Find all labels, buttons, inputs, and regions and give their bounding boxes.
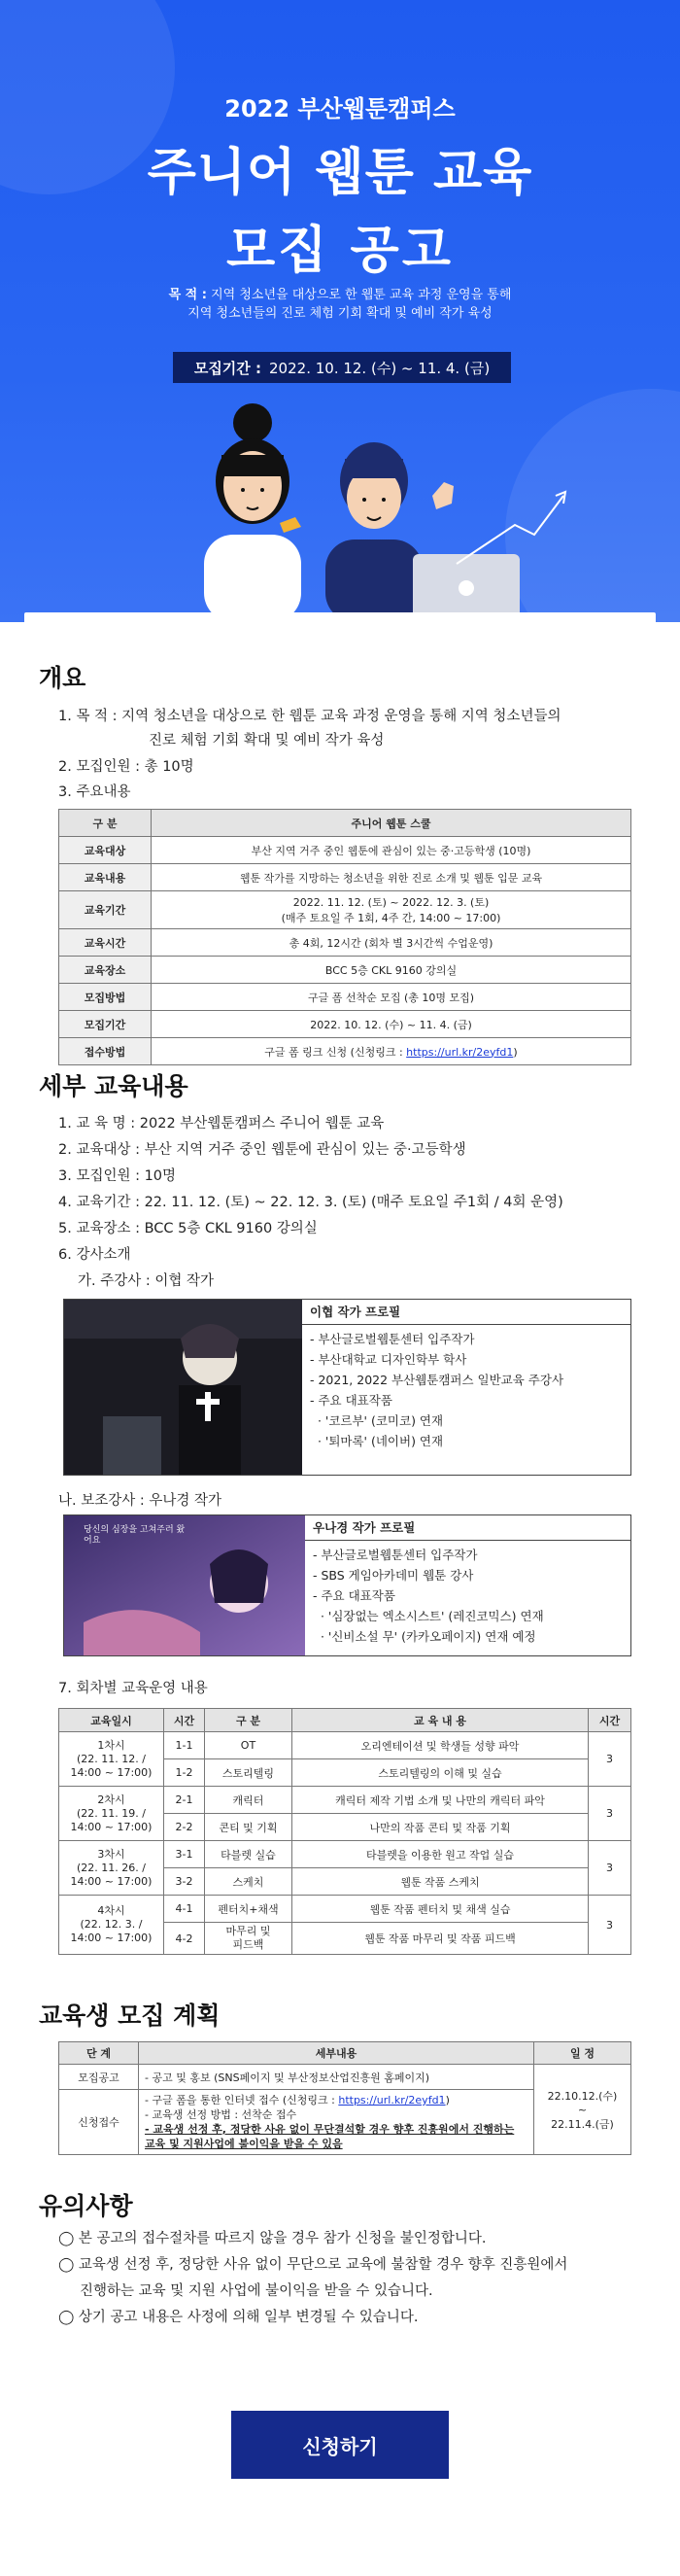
schedule-dates (534, 2065, 631, 2155)
detail-main-instructor: 가. 주강사 : 이협 작가 (78, 1273, 214, 1289)
application-link[interactable]: https://url.kr/2eyfd1 (338, 2094, 446, 2106)
note-text: 본 공고의 접수절차를 따르지 않을 경우 참가 신청을 불인정합니다. (78, 2231, 487, 2246)
session-content: 나만의 작품 콘티 및 작품 기획 (292, 1814, 589, 1841)
overview-line3: 3. 주요내용 (58, 784, 131, 800)
instructor-profile-1 (63, 1299, 631, 1476)
detail-line7: 7. 회차별 교육운영 내용 (58, 1681, 208, 1696)
session-content: 웹툰 작품 마무리 및 작품 피드백 (292, 1923, 589, 1955)
session-category: 마무리 및 피드백 (205, 1923, 292, 1955)
schedule-table (58, 1708, 631, 1955)
note-text: 상기 공고 내용은 사정에 의해 일부 변경될 수 있습니다. (78, 2310, 419, 2325)
period-badge (173, 352, 511, 383)
table-row (59, 1732, 631, 1759)
notes-list (58, 2226, 567, 2331)
row-value: 웹툰 작가를 지망하는 청소년을 위한 진로 소개 및 웹툰 입문 교육 (152, 864, 631, 891)
comic-image (64, 1300, 302, 1475)
session-code: 1-1 (164, 1732, 205, 1759)
date-end: 22.11.4.(금) (551, 2117, 614, 2131)
purpose-line2: 지역 청소년들의 진로 체험 기회 확대 및 예비 작가 육성 (187, 306, 493, 321)
session-date: 2차시 (22. 11. 19. / 14:00 ~ 17:00) (59, 1787, 164, 1841)
instructor-profile-2 (63, 1514, 631, 1656)
stage-detail: - 공고 및 홍보 (SNS페이지 및 부산정보산업진흥원 홈페이지) (139, 2065, 534, 2090)
date-start: 22.10.12.(수) (547, 2089, 618, 2103)
row-key: 교육장소 (59, 957, 152, 984)
instructor-bio-2 (305, 1515, 630, 1655)
purpose-label: 목 적 : (168, 288, 207, 302)
date-separator: ~ (577, 2103, 588, 2116)
table-header-row (59, 1709, 631, 1732)
session-category: 타블렛 실습 (205, 1841, 292, 1868)
profile-item: - 주요 대표작품 (313, 1588, 395, 1603)
hero-purpose (0, 286, 680, 323)
detail-text: - 구글 폼을 통한 인터넷 접수 (신청링크 : (145, 2094, 339, 2106)
bullet-icon: ◯ (58, 2231, 75, 2246)
note-item (58, 2252, 567, 2279)
row-value-text: 구글 폼 링크 신청 (신청링크 : (264, 1045, 407, 1059)
note-item (58, 2305, 567, 2331)
table-row (59, 929, 631, 957)
detail-line4: 4. 교육기간 : 22. 11. 12. (토) ~ 22. 12. 3. (토) (매주 토요일 주1회 / 4회 운영) (58, 1195, 563, 1210)
session-code: 1-2 (164, 1759, 205, 1787)
table-row (59, 891, 631, 929)
hero-subtitle: 2022 부산웹툰캠퍼스 (224, 95, 456, 122)
application-link[interactable]: https://url.kr/2eyfd1 (406, 1045, 514, 1059)
row-key: 모집방법 (59, 984, 152, 1011)
table-row (59, 1787, 631, 1814)
table-header-row (59, 2042, 631, 2065)
row-value-text: ) (513, 1045, 518, 1059)
session-hours: 3 (589, 1732, 631, 1787)
overview-title: 개요 (39, 664, 86, 692)
session-code: 3-2 (164, 1868, 205, 1896)
session-content: 스토리텔링의 이해 및 실습 (292, 1759, 589, 1787)
profile-item: - 2021, 2022 부산웹툰캠퍼스 일반교육 주강사 (310, 1373, 564, 1387)
overview-line1b: 진로 체험 기회 확대 및 예비 작가 육성 (149, 733, 385, 748)
session-category: OT (205, 1732, 292, 1759)
table-header: 시간 (589, 1709, 631, 1732)
stage-detail (139, 2090, 534, 2155)
table-header: 구 분 (205, 1709, 292, 1732)
detail-line1: 1. 교 육 명 : 2022 부산웹툰캠퍼스 주니어 웹툰 교육 (58, 1116, 385, 1131)
period-value: 2022. 10. 12. (수) ~ 11. 4. (금) (269, 359, 491, 377)
table-row (59, 1896, 631, 1923)
bullet-icon: ◯ (58, 2310, 75, 2325)
session-category: 스토리텔링 (205, 1759, 292, 1787)
detail-line5: 5. 교육장소 : BCC 5층 CKL 9160 강의실 (58, 1221, 318, 1236)
stage-name: 모집공고 (59, 2065, 139, 2090)
period-label: 모집기간 : (193, 359, 262, 377)
instructor-artwork-2 (64, 1515, 305, 1655)
detail-line (145, 2093, 527, 2107)
profile-item: - 부산글로벌웹툰센터 입주작가 (313, 1548, 478, 1562)
row-value: 2022. 10. 12. (수) ~ 11. 4. (금) (152, 1011, 631, 1038)
detail-text: ) (445, 2094, 450, 2106)
purpose-line1: 지역 청소년을 대상으로 한 웹툰 교육 과정 운영을 통해 (211, 288, 512, 302)
stage-name: 신청접수 (59, 2090, 139, 2155)
session-content: 타블렛을 이용한 원고 작업 실습 (292, 1841, 589, 1868)
table-header: 세부내용 (139, 2042, 534, 2065)
table-row (59, 957, 631, 984)
profile-item: - SBS 게임아카데미 웹툰 강사 (313, 1568, 474, 1583)
bullet-icon: ◯ (58, 2257, 75, 2273)
plan-title: 교육생 모집 계획 (39, 2002, 221, 2030)
session-hours: 3 (589, 1896, 631, 1955)
table-header: 구 분 (59, 810, 152, 837)
row-value-line: 2022. 11. 12. (토) ~ 2022. 12. 3. (토) (292, 896, 490, 909)
profile-item: - 부산대학교 디자인학부 학사 (310, 1352, 467, 1367)
row-key: 교육기간 (59, 891, 152, 929)
overview-line1: 1. 목 적 : 지역 청소년을 대상으로 한 웹툰 교육 과정 운영을 통해 지역 청소년들의 (58, 709, 561, 724)
session-category: 콘티 및 기획 (205, 1814, 292, 1841)
row-key: 교육시간 (59, 929, 152, 957)
session-category: 스케치 (205, 1868, 292, 1896)
row-value: BCC 5층 CKL 9160 강의실 (152, 957, 631, 984)
hero-title-line2: 모집 공고 (225, 222, 455, 280)
session-content: 캐릭터 제작 기법 소개 및 나만의 캐릭터 파악 (292, 1787, 589, 1814)
detail-line: - 교육생 선정 방법 : 선착순 접수 (145, 2108, 297, 2121)
profile-item: · '신비소설 무' (카카오페이지) 연재 예정 (313, 1629, 536, 1644)
notes-title: 유의사항 (39, 2192, 133, 2220)
overview-line2: 2. 모집인원 : 총 10명 (58, 759, 194, 775)
session-code: 4-2 (164, 1923, 205, 1955)
note-text: 교육생 선정 후, 정당한 사유 없이 무단으로 교육에 불참할 경우 향후 진흥원에서 (78, 2257, 568, 2273)
session-date: 1차시 (22. 11. 12. / 14:00 ~ 17:00) (59, 1732, 164, 1787)
table-row (59, 1011, 631, 1038)
instructor-bio-1 (302, 1300, 630, 1475)
session-date: 4차시 (22. 12. 3. / 14:00 ~ 17:00) (59, 1896, 164, 1955)
row-value: 부산 지역 거주 중인 웹툰에 관심이 있는 중·고등학생 (10명) (152, 837, 631, 864)
detail-line3: 3. 모집인원 : 10명 (58, 1168, 177, 1184)
profile-item: · '퇴마록' (네이버) 연재 (310, 1434, 444, 1448)
table-header-row (59, 810, 631, 837)
session-code: 2-2 (164, 1814, 205, 1841)
session-hours: 3 (589, 1787, 631, 1841)
table-row (59, 837, 631, 864)
recruit-plan-table (58, 2041, 631, 2155)
hero-banner (0, 0, 680, 622)
note-text-cont: 진행하는 교육 및 지원 사업에 불이익을 받을 수 있습니다. (80, 2283, 433, 2299)
session-category: 펜터치+채색 (205, 1896, 292, 1923)
profile-item: · '코르부' (코미코) 연재 (310, 1413, 444, 1428)
row-value: 총 4회, 12시간 (회차 별 3시간씩 수업운영) (152, 929, 631, 957)
profile-item: - 부산글로벌웹툰센터 입주작가 (310, 1332, 475, 1346)
comic-caption: 당신의 심장을 고쳐주러 왔어요 (84, 1525, 186, 1546)
session-code: 2-1 (164, 1787, 205, 1814)
row-key: 모집기간 (59, 1011, 152, 1038)
table-row (59, 2065, 631, 2090)
session-code: 3-1 (164, 1841, 205, 1868)
session-content: 웹툰 작품 스케치 (292, 1868, 589, 1896)
table-header: 교 육 내 용 (292, 1709, 589, 1732)
hero-title-line1: 주니어 웹툰 교육 (147, 144, 533, 202)
row-key: 교육대상 (59, 837, 152, 864)
detail-line: - 교육생 선정 후, 정당한 사유 없이 무단결석할 경우 향후 진흥원에서 진행하는 교육 및 지원사업에 불이익을 받을 수 있음 (145, 2123, 515, 2150)
session-hours: 3 (589, 1841, 631, 1896)
table-header: 시간 (164, 1709, 205, 1732)
table-header: 교육일시 (59, 1709, 164, 1732)
row-value-line: (매주 토요일 주 1회, 4주 간, 14:00 ~ 17:00) (281, 912, 501, 924)
instructor-artwork-1 (64, 1300, 302, 1475)
note-item (58, 2226, 567, 2252)
table-header: 단 계 (59, 2042, 139, 2065)
detail-assistant-instructor: 나. 보조강사 : 우나경 작가 (58, 1493, 222, 1509)
session-content: 웹툰 작품 펜터치 및 채색 실습 (292, 1896, 589, 1923)
profile-heading: 우나경 작가 프로필 (305, 1515, 630, 1541)
table-row (59, 1841, 631, 1868)
table-header: 주니어 웹툰 스쿨 (152, 810, 631, 837)
apply-button[interactable]: 신청하기 (231, 2411, 449, 2479)
detail-title: 세부 교육내용 (39, 1072, 188, 1100)
table-header: 일 정 (534, 2042, 631, 2065)
session-code: 4-1 (164, 1896, 205, 1923)
session-content: 오리엔테이션 및 학생들 성향 파악 (292, 1732, 589, 1759)
profile-item: - 주요 대표작품 (310, 1393, 392, 1408)
table-row (59, 864, 631, 891)
table-row (59, 1038, 631, 1065)
profile-heading: 이협 작가 프로필 (302, 1300, 630, 1325)
table-row (59, 984, 631, 1011)
row-value (152, 1038, 631, 1065)
session-category: 캐릭터 (205, 1787, 292, 1814)
row-key: 교육내용 (59, 864, 152, 891)
detail-line2: 2. 교육대상 : 부산 지역 거주 중인 웹툰에 관심이 있는 중·고등학생 (58, 1142, 466, 1158)
detail-line6: 6. 강사소개 (58, 1247, 131, 1263)
row-value (152, 891, 631, 929)
row-key: 접수방법 (59, 1038, 152, 1065)
overview-table (58, 809, 631, 1065)
session-date: 3차시 (22. 11. 26. / 14:00 ~ 17:00) (59, 1841, 164, 1896)
row-value: 구글 폼 선착순 모집 (총 10명 모집) (152, 984, 631, 1011)
students-illustration (165, 389, 573, 622)
profile-item: · '심장없는 엑소시스트' (레진코믹스) 연재 (313, 1609, 544, 1623)
